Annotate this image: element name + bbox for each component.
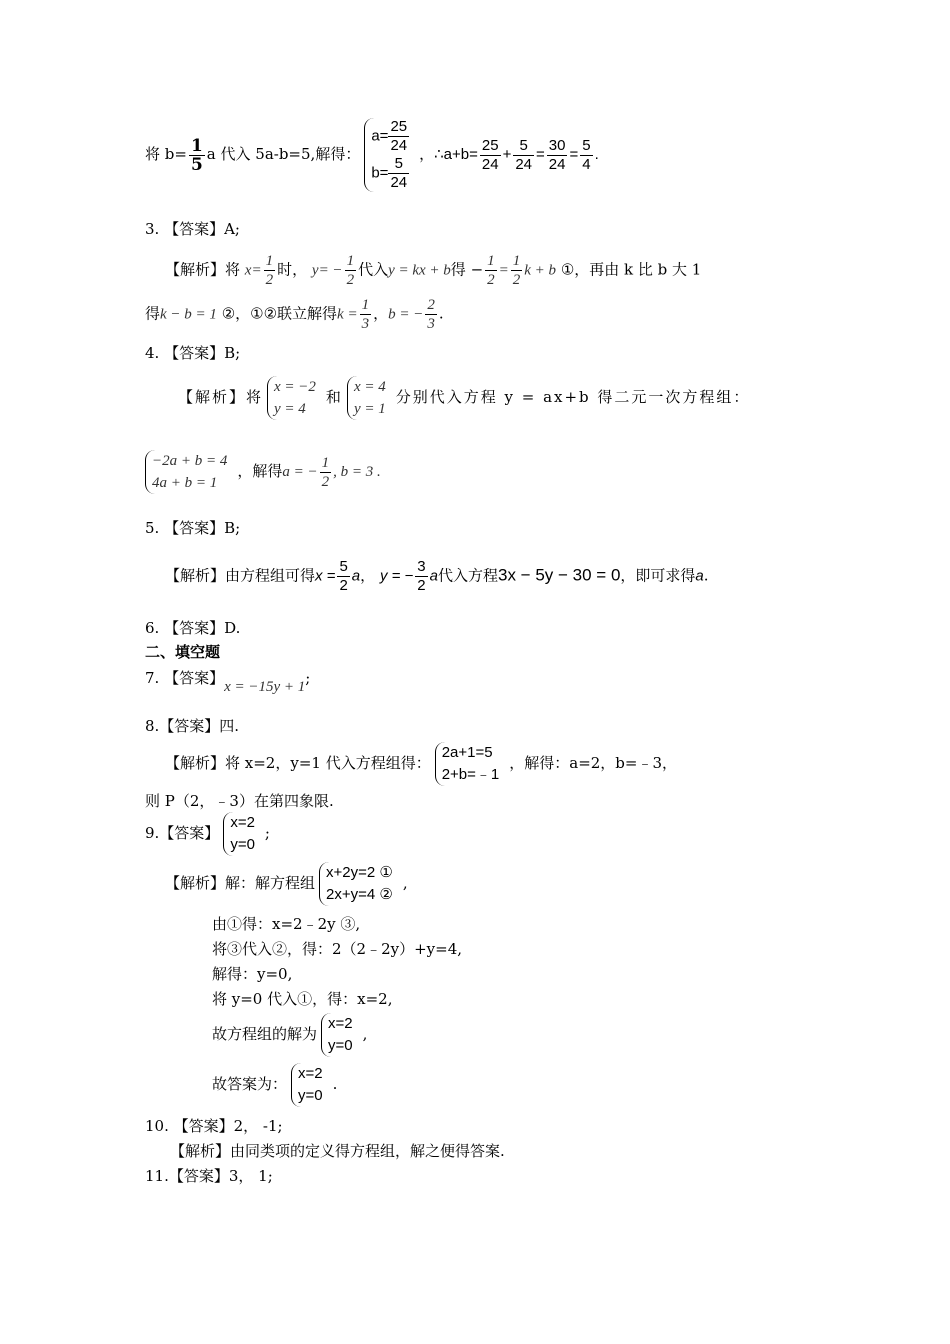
equation-system: a= $\frac{25}{24}$ b= $\frac{5}{24}$: [364, 118, 415, 192]
answer-5: 5. 【答案】B;: [145, 519, 241, 537]
fraction-one-fifth: $\frac{1}{5}$: [190, 135, 203, 175]
answer-3: 3. 【答案】A;: [145, 220, 240, 238]
analysis-10: 【解析】由同类项的定义得方程组，解之便得答案.: [170, 1142, 505, 1160]
answer-4: 4. 【答案】B;: [145, 344, 241, 362]
analysis-9-step4: 将 y=0 代入①，得：x=2,: [212, 990, 393, 1008]
analysis-3-continued: 得k − b = 1 ②，①②联立解得k = $\frac{1}{3}$ ，b = − $\frac{2}{3}$ .: [145, 297, 444, 332]
answer-7: 7. 【答案】x = −15y + 1;: [145, 669, 311, 695]
solution-line-substitute-b: 将 b= $\frac{1}{5}$ a 代入 5a-b=5,解得： a= $\frac{25}{24}$ b= $\frac{5}{24}$ ，∴a+b= $\frac{25}{24}$ + $\frac{5}{24}$ = $\frac{30}{24}$ = $\frac{5}{4}$ .: [145, 118, 599, 191]
analysis-4: 【解析】将 x = −2 y = 4 和 x = 4 y = 1 分别代入方程 y = ax+b 得二元一次方程组：: [178, 376, 750, 420]
analysis-4-system: −2a + b = 4 4a + b = 1 ，解得a = − $\frac{1}{2}$ , b = 3 .: [145, 450, 381, 494]
answer-11: 11.【答案】3， 1;: [145, 1167, 273, 1185]
analysis-9: 【解析】解：解方程组 x+2y=2 ① 2x+y=4 ② ,: [165, 862, 408, 906]
answer-9: 9.【答案】 x=2 y=0 ;: [145, 812, 270, 856]
analysis-5: 【解析】由方程组可得x = $\frac{5}{2}$ a， y = − $\frac{3}{2}$ a代入方程3x − 5y − 30 = 0，即可求得a.: [165, 558, 709, 594]
section-heading: 二、填空题: [145, 643, 221, 661]
analysis-9-answer: 故答案为： x=2 y=0 .: [212, 1063, 337, 1107]
answer-8: 8.【答案】四.: [145, 717, 240, 735]
analysis-9-step1: 由①得：x=2﹣2y ③,: [212, 915, 361, 933]
analysis-9-solution: 故方程组的解为 x=2 y=0 ,: [212, 1013, 367, 1057]
analysis-8-conclusion: 则 P（2，﹣3）在第四象限.: [145, 792, 334, 810]
answer-6: 6. 【答案】D.: [145, 619, 241, 637]
analysis-8: 【解析】将 x=2，y=1 代入方程组得： 2a+1=5 2+b=﹣1 ，解得：a=2，b=﹣3，: [165, 742, 677, 786]
analysis-9-step2: 将③代入②，得：2（2﹣2y）+y=4,: [212, 940, 463, 958]
answer-10: 10. 【答案】2， -1;: [145, 1117, 283, 1135]
sum-expression: ，∴a+b= $\frac{25}{24}$ + $\frac{5}{24}$ = $\frac{30}{24}$ = $\frac{5}{4}$ .: [419, 136, 599, 173]
analysis-9-step3: 解得：y=0,: [212, 965, 293, 983]
analysis-3: 【解析】将 x= $\frac{1}{2}$ 时， y= − $\frac{1}{2}$ 代入y = kx + b得 − $\frac{1}{2}$ = $\frac{1}{2}$ k + b ①，再由 k 比 b 大 1: [165, 253, 702, 288]
